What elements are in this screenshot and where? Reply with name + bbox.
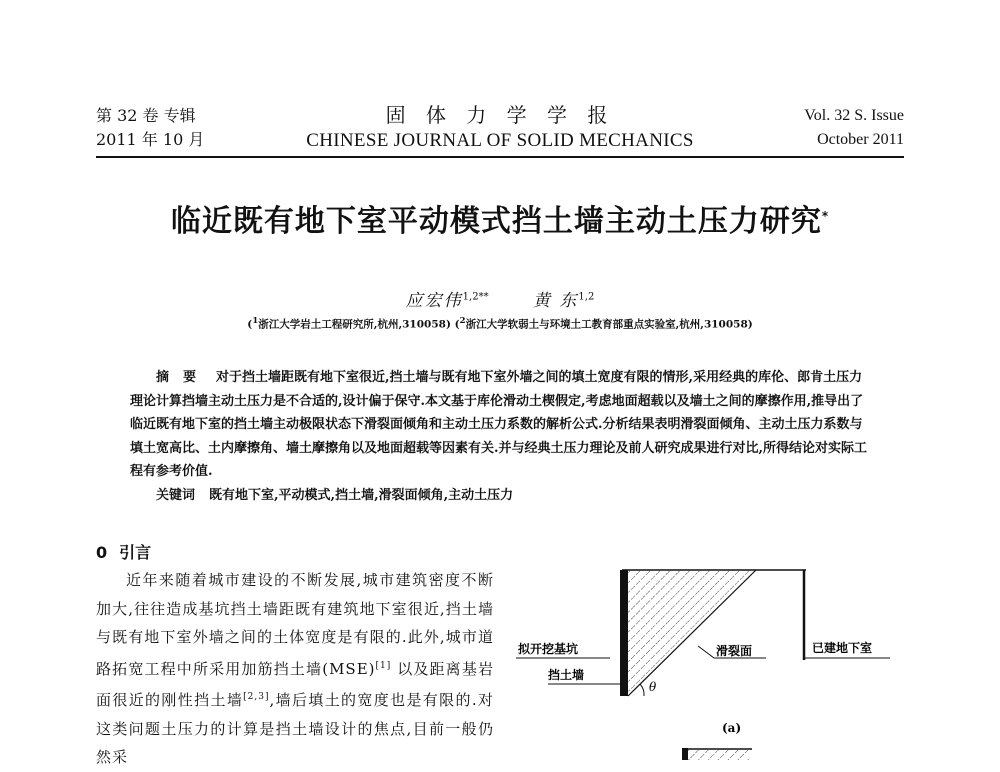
body-part: 近年来随着城市建设的不断发展,城市建筑密度不断加大,往往造成基坑挡土墙距既有建筑地下室很近,挡土墙与既有地下室外墙之间的土体宽度是有限的.此外,城市道路拓宽工程中所采用加筋挡土墙(MSE) [96,571,494,678]
retaining-wall [620,570,628,696]
keywords-label: 关键词 [156,488,196,503]
body-part: ,墙后填土的宽度也是有限的.对这类问题土压力的计算是挡土墙设计的焦点,目前一般仍然采 [96,691,494,766]
slip-label: 滑裂面 [716,644,753,658]
paper-title [60,196,940,240]
date-en: October 2011 [817,131,904,148]
section-number: 0 [96,543,108,562]
author-name: 黄 东 [533,291,579,311]
next-subfigure-soil [688,750,750,760]
theta-arc [640,684,644,696]
header-right [760,104,904,152]
author-name: 应宏伟 [405,291,463,311]
keywords [156,484,856,508]
author-sup: 1,2 [578,291,595,303]
header-center [270,102,730,154]
paper-title-text: 临近既有地下室平动模式挡土墙主动土压力研究 [170,204,822,239]
keywords-text: 既有地下室,平动模式,挡土墙,滑裂面倾角,主动土压力 [209,488,514,503]
slip-leader [698,646,714,658]
abstract [130,366,870,484]
journal-title-en: CHINESE JOURNAL OF SOLID MECHANICS [306,130,694,151]
abstract-text: 对于挡土墙距既有地下室很近,挡土墙与既有地下室外墙之间的填土宽度有限的情形,采用经典的库伦、郎肯土压力理论计算挡墙主动土压力是不合适的,设计偏于保守.本文基于库伦滑动土楔假定,考虑地面超载以及墙土之间的摩擦作用,推导出了临近既有地下室的挡土墙主动极限状态下滑裂面倾角和主动土压力系数的解析公式.分析结果表明滑裂面倾角、主动土压力系数与填土宽高比、土内摩擦角、墙土摩擦角以及地面超载等因素有关.并与经典土压力理论及前人研究成果进行对比,所得结论对实际工程有参考价值. [130,370,868,479]
figure-caption: (a) [722,721,742,735]
volume-en: Vol. 32 S. Issue [804,107,904,124]
citation[interactable]: [1] [375,660,392,671]
abstract-label: 摘要 [156,370,211,385]
citation[interactable]: [2,3] [243,692,270,702]
section-title: 引言 [119,543,152,562]
excavation-label: 拟开挖基坑 [518,642,579,656]
affil-sup: 2 [459,316,466,326]
journal-title-cn: 固 体 力 学 学 报 [385,103,615,127]
date-cn: 2011 年 10 月 [96,130,205,149]
figure-diagram [504,558,974,760]
author-sup: 1,2** [462,291,489,303]
volume-cn: 第 32 卷 专辑 [96,106,196,125]
theta-label: θ [649,680,657,694]
affiliation: 浙江大学软弱土与环境土工教育部重点实验室,杭州,310058 [465,318,748,331]
author-line [200,286,800,311]
affil-sup: 1 [252,316,259,326]
body-part: 以及距离基岩面很近的刚性挡土墙 [96,659,494,709]
affiliations: ($^1$浙江大学岩土工程研究所,杭州,310058) ($^2$浙江大学软弱土与环境土工教育部重点实验室,杭州,310058) [247,316,753,331]
affiliation: 浙江大学岩土工程研究所,杭州,310058 [258,318,446,331]
paragraph [96,566,494,772]
basement-label: 已建地下室 [812,641,873,655]
header-left [96,104,204,152]
body-text [96,566,494,772]
wall-label: 挡土墙 [548,668,585,682]
next-subfigure-wall [682,748,688,760]
title-footnote-mark: * [821,209,830,223]
section-heading [96,540,151,563]
header-rule [96,156,904,158]
